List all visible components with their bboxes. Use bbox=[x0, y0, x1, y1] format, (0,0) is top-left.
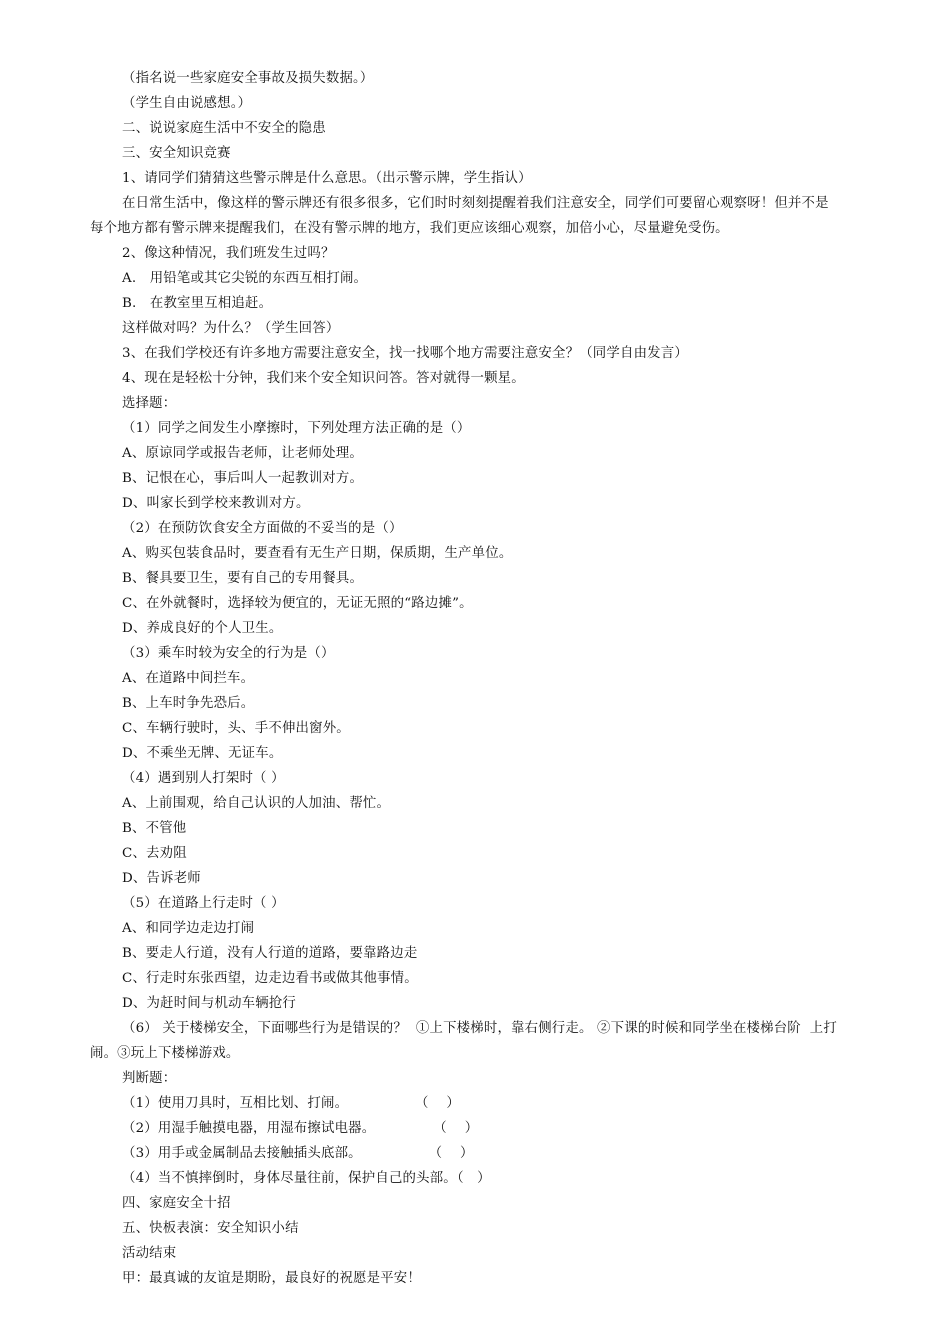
option-line: D、叫家长到学校来教训对方。 bbox=[122, 496, 310, 511]
judgment-line: （4）当不慎摔倒时，身体尽量往前，保护自己的头部。（ ） bbox=[122, 1171, 491, 1186]
text-line: 每个地方都有警示牌来提醒我们，在没有警示牌的地方，我们更应该细心观察，加倍小心，尽量避免受伤。 bbox=[90, 221, 729, 236]
question-line: （3）乘车时较为安全的行为是（） bbox=[122, 646, 335, 661]
option-line: C、行走时东张西望，边走边看书或做其他事情。 bbox=[122, 971, 418, 986]
question-line: （2）在预防饮食安全方面做的不妥当的是（） bbox=[122, 521, 403, 536]
question-line: 闹。③玩上下楼梯游戏。 bbox=[90, 1046, 240, 1061]
text-line: 1、请同学们猜猜这些警示牌是什么意思。（出示警示牌，学生指认） bbox=[122, 171, 532, 186]
option-line: A、原谅同学或报告老师，让老师处理。 bbox=[122, 446, 363, 461]
question-line: （1）同学之间发生小摩擦时，下列处理方法正确的是（） bbox=[122, 421, 471, 436]
text-line: 这样做对吗？为什么？（学生回答） bbox=[122, 321, 340, 336]
option-line: D、为赶时间与机动车辆抢行 bbox=[122, 996, 297, 1011]
option-line: C、去劝阻 bbox=[122, 846, 187, 861]
text-line: 4、现在是轻松十分钟，我们来个安全知识问答。答对就得一颗星。 bbox=[122, 371, 525, 386]
question-line: （6） 关于楼梯安全，下面哪些行为是错误的？ ①上下楼梯时，靠右侧行走。 ②下课的时候和同学坐在楼梯台阶 上打 bbox=[122, 1021, 837, 1036]
text-line: 3、在我们学校还有许多地方需要注意安全，找一找哪个地方需要注意安全？（同学自由发言） bbox=[122, 346, 688, 361]
text-line: 2、像这种情况，我们班发生过吗？ bbox=[122, 246, 335, 261]
option-line: A. 用铅笔或其它尖锐的东西互相打闹。 bbox=[122, 271, 368, 286]
section-heading: 判断题： bbox=[122, 1071, 177, 1086]
section-heading: 三、安全知识竞赛 bbox=[122, 146, 231, 161]
text-line: 在日常生活中，像这样的警示牌还有很多很多，它们时时刻刻提醒着我们注意安全，同学们可要留心观察呀！但并不是 bbox=[122, 196, 829, 211]
option-line: C、车辆行驶时，头、手不伸出窗外。 bbox=[122, 721, 350, 736]
judgment-line: （2）用湿手触摸电器，用湿布擦试电器。 （ ） bbox=[122, 1121, 479, 1136]
option-line: A、和同学边走边打闹 bbox=[122, 921, 255, 936]
option-line: B、上车时争先恐后。 bbox=[122, 696, 255, 711]
judgment-line: （3）用手或金属制品去接触插头底部。 （ ） bbox=[122, 1146, 474, 1161]
section-heading: 二、说说家庭生活中不安全的隐患 bbox=[122, 121, 326, 136]
text-line: （学生自由说感想。） bbox=[122, 96, 252, 111]
section-heading: 四、家庭安全十招 bbox=[122, 1196, 231, 1211]
option-line: B、餐具要卫生，要有自己的专用餐具。 bbox=[122, 571, 364, 586]
text-line: （指名说一些家庭安全事故及损失数据。） bbox=[122, 71, 374, 86]
option-line: B、记恨在心，事后叫人一起教训对方。 bbox=[122, 471, 364, 486]
option-line: B、不管他 bbox=[122, 821, 187, 836]
text-line: 甲：最真诚的友谊是期盼，最良好的祝愿是平安！ bbox=[122, 1271, 421, 1286]
question-line: （4）遇到别人打架时（ ） bbox=[122, 771, 285, 786]
option-line: A、在道路中间拦车。 bbox=[122, 671, 255, 686]
section-heading: 五、快板表演：安全知识小结 bbox=[122, 1221, 299, 1236]
option-line: A、上前围观，给自己认识的人加油、帮忙。 bbox=[122, 796, 391, 811]
option-line: D、告诉老师 bbox=[122, 871, 201, 886]
option-line: A、购买包装食品时，要查看有无生产日期，保质期，生产单位。 bbox=[122, 546, 513, 561]
option-line: C、在外就餐时，选择较为便宜的，无证无照的“路边摊”。 bbox=[122, 596, 473, 611]
option-line: B、要走人行道，没有人行道的道路，要靠路边走 bbox=[122, 946, 418, 961]
option-line: B. 在教室里互相追赶。 bbox=[122, 296, 273, 311]
text-line: 活动结束 bbox=[122, 1246, 177, 1261]
option-line: D、养成良好的个人卫生。 bbox=[122, 621, 283, 636]
question-line: （5）在道路上行走时（ ） bbox=[122, 896, 285, 911]
option-line: D、不乘坐无牌、无证车。 bbox=[122, 746, 283, 761]
section-heading: 选择题： bbox=[122, 396, 177, 411]
judgment-line: （1）使用刀具时，互相比划、打闹。 （ ） bbox=[122, 1096, 461, 1111]
